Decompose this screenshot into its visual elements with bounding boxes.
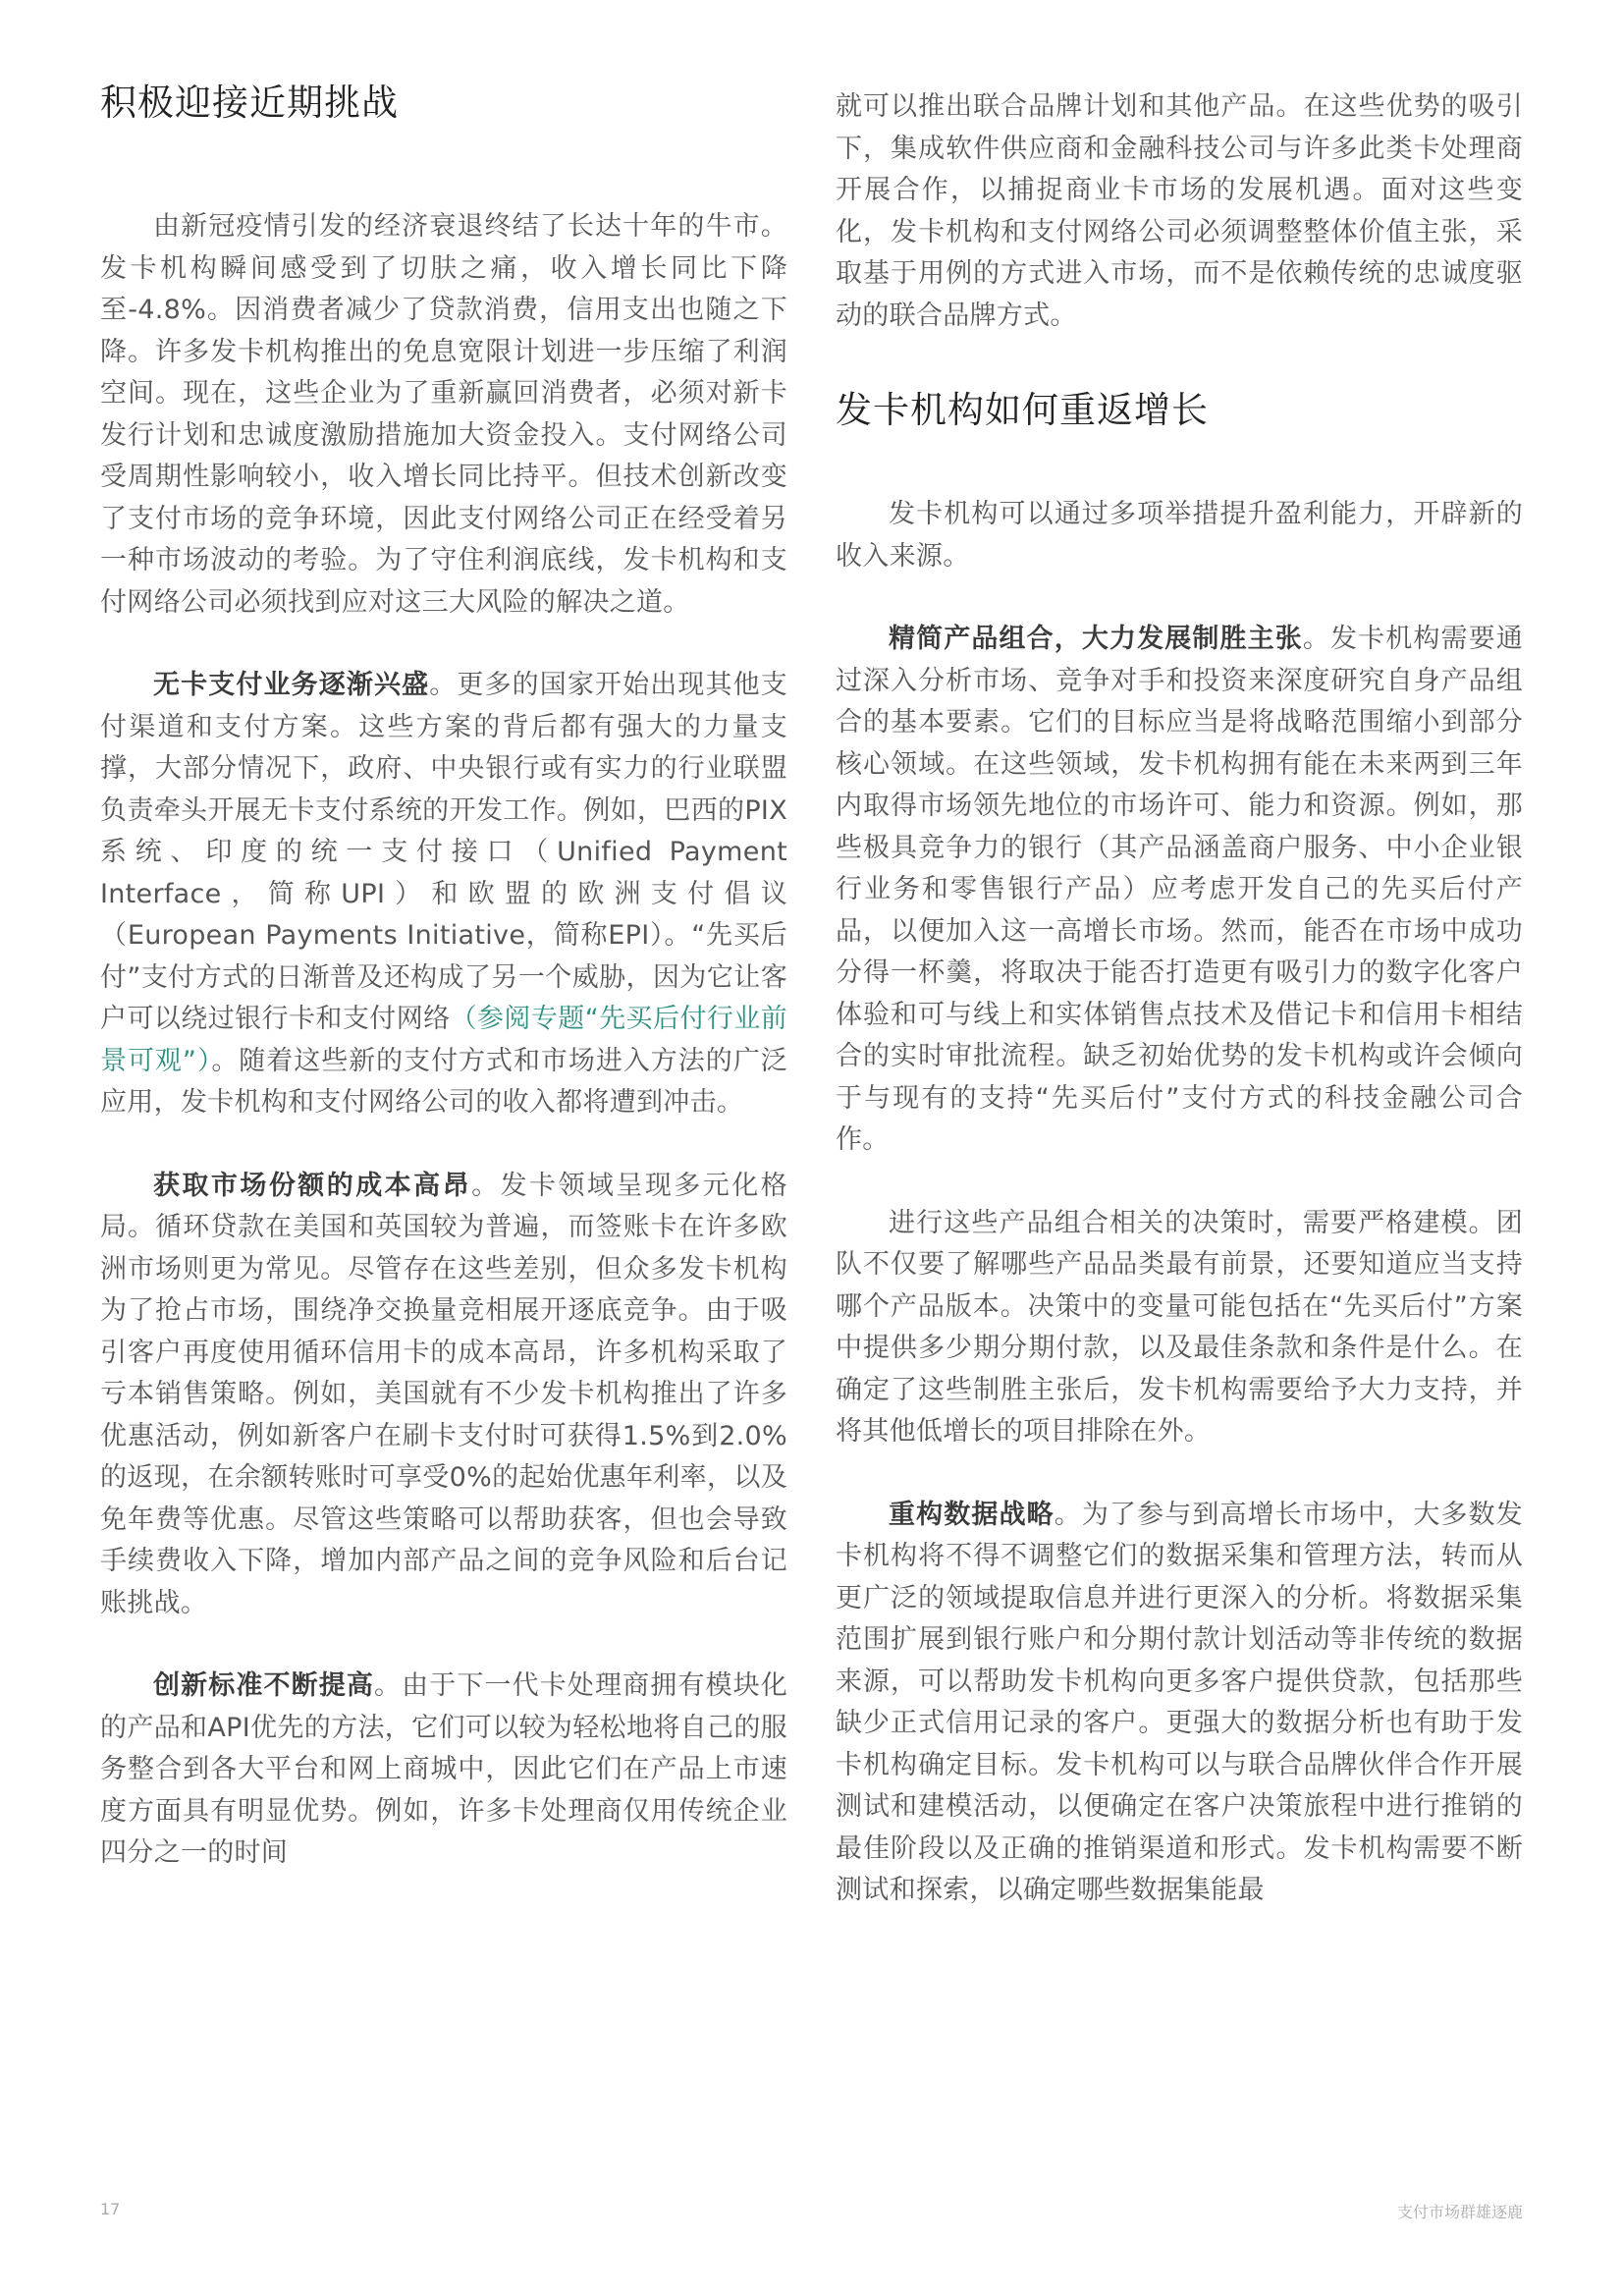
lead-market-share-cost: 获取市场份额的成本高昂 [153, 1170, 472, 1201]
paragraph-innovation-bar [100, 1666, 787, 1875]
text-innovation-bar: 。由于下一代卡处理商拥有模块化的产品和API优先的方法，它们可以较为轻松地将自己的服务整合到各大平台和网上商城中，因此它们在产品上市速度方面具有明显优势。例如，许多卡处理商仅用传统企业四分之一的时间 [100, 1670, 787, 1868]
paragraph-recession: 由新冠疫情引发的经济衰退终结了长达十年的牛市。发卡机构瞬间感受到了切肤之痛，收入增长同比下降至-4.8%。因消费者减少了贷款消费，信用支出也随之下降。许多发卡机构推出的免息宽限计划进一步压缩了利润空间。现在，这些企业为了重新赢回消费者，必须对新卡发行计划和忠诚度激励措施加大资金投入。支付网络公司受周期性影响较小，收入增长同比持平。但技术创新改变了支付市场的竞争环境，因此支付网络公司正在经受着另一种市场波动的考验。为了守住利润底线，发卡机构和支付网络公司必须找到应对这三大风险的解决之道。 [100, 211, 787, 618]
paragraph-cardless-payments [100, 665, 787, 1124]
text-market-share-cost: 。发卡领域呈现多元化格局。循环贷款在美国和英国较为普遍，而签账卡在许多欧洲市场则更为常见。尽管存在这些差别，但众多发卡机构为了抢占市场，围绕净交换量竞相展开逐底竞争。由于吸引客户再度使用循环信用卡的成本高昂，许多机构采取了亏本销售策略。例如，美国就有不少发卡机构推出了许多优惠活动，例如新客户在刷卡支付时可获得1.5%到2.0%的返现，在余额转账时可享受0%的起始优惠年利率，以及免年费等优惠。尽管这些策略可以帮助获客，但也会导致手续费收入下降，增加内部产品之间的竞争风险和后台记账挑战。 [100, 1170, 787, 1618]
paragraph-market-share-cost [100, 1166, 787, 1625]
text-cardless-payments-a: 。更多的国家开始出现其他支付渠道和支付方案。这些方案的背后都有强大的力量支撑，大部分情况下，政府、中央银行或有实力的行业联盟负责牵头开展无卡支付系统的开发工作。例如，巴西的PIX系统、印度的统一支付接口（Unified Payment Interface，简称UPI）和欧盟的欧洲支付倡议（European Payments Initiative，简称EPI）。“先买后付”支付方式的日渐普及还构成了另一个威胁，因为它让客户可以绕过银行卡和支付网络 [100, 670, 788, 1034]
section-heading-return-to-growth: 发卡机构如何重返增长 [836, 389, 1209, 431]
lead-streamline-portfolio: 精简产品组合，大力发展制胜主张 [889, 624, 1303, 654]
footer-document-title: 支付市场群雄逐鹿 [1396, 2203, 1523, 2221]
bnpl-feature-link[interactable]: （参阅专题“先买后付行业前景可观”） [100, 1004, 788, 1076]
paragraph-cobrand-continued: 就可以推出联合品牌计划和其他产品。在这些优势的吸引下，集成软件供应商和金融科技公司与许多此类卡处理商开展合作，以捕捉商业卡市场的发展机遇。面对这些变化，发卡机构和支付网络公司必须调整整体价值主张，采取基于用例的方式进入市场，而不是依赖传统的忠诚度驱动的联合品牌方式。 [836, 91, 1523, 331]
section-heading-near-term-challenges: 积极迎接近期挑战 [100, 82, 399, 124]
lead-innovation-bar: 创新标准不断提高 [153, 1670, 374, 1701]
text-data-strategy: 。为了参与到高增长市场中，大多数发卡机构将不得不调整它们的数据采集和管理方法，转而从更广泛的领域提取信息并进行更深入的分析。将数据采集范围扩展到银行账户和分期付款计划活动等非传统的数据来源，可以帮助发卡机构向更多客户提供贷款，包括那些缺少正式信用记录的客户。更强大的数据分析也有助于发卡机构确定目标。发卡机构可以与联合品牌伙伴合作开展测试和建模活动，以便确定在客户决策旅程中进行推销的最佳阶段以及正确的推销渠道和形式。发卡机构需要不断测试和探索，以确定哪些数据集能最 [836, 1499, 1523, 1905]
paragraph-portfolio-decisions: 进行这些产品组合相关的决策时，需要严格建模。团队不仅要了解哪些产品品类最有前景，还要知道应当支持哪个产品版本。决策中的变量可能包括在“先买后付”方案中提供多少期分期付款，以及最佳条款和条件是什么。在确定了这些制胜主张后，发卡机构需要给予大力支持，并将其他低增长的项目排除在外。 [836, 1207, 1523, 1447]
page-number: 17 [100, 2200, 121, 2218]
text-streamline-portfolio: 。发卡机构需要通过深入分析市场、竞争对手和投资来深度研究自身产品组合的基本要素。它们的目标应当是将战略范围缩小到部分核心领域。在这些领域，发卡机构拥有能在未来两到三年内取得市场领先地位的市场许可、能力和资源。例如，那些极具竞争力的银行（其产品涵盖商户服务、中小企业银行业务和零售银行产品）应考虑开发自己的先买后付产品，以便加入这一高增长市场。然而，能否在市场中成功分得一杯羹，将取决于能否打造更有吸引力的数字化客户体验和可与线上和实体销售点技术及借记卡和信用卡相结合的实时审批流程。缺乏初始优势的发卡机构或许会倾向于与现有的支持“先买后付”支付方式的科技金融公司合作。 [836, 624, 1524, 1155]
paragraph-streamline-portfolio [836, 619, 1523, 1162]
text-cardless-payments-b: 。随着这些新的支付方式和市场进入方法的广泛应用，发卡机构和支付网络公司的收入都将遭到冲击。 [100, 1045, 787, 1118]
lead-data-strategy: 重构数据战略 [889, 1499, 1055, 1530]
right-column [836, 86, 1523, 1912]
left-column [100, 79, 787, 1875]
lead-cardless-payments: 无卡支付业务逐渐兴盛 [153, 670, 430, 700]
paragraph-data-strategy [836, 1495, 1523, 1912]
paragraph-growth-intro: 发卡机构可以通过多项举措提升盈利能力，开辟新的收入来源。 [836, 499, 1523, 572]
